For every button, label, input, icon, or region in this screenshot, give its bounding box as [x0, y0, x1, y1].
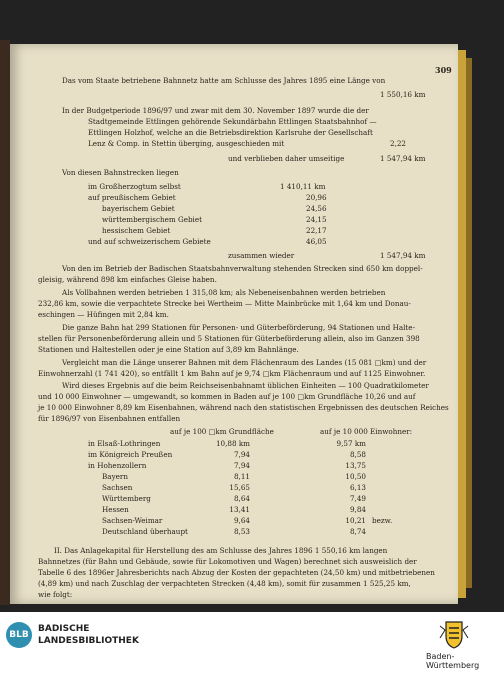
comparison-region: Hessen [102, 505, 129, 514]
comparison-area: 13,41 [229, 505, 250, 514]
length-region: württembergischem Gebiet [102, 215, 202, 224]
comparison-pop: 8,58 [349, 450, 366, 459]
text-line: für 1896/97 von Eisenbahnen entfallen [38, 414, 181, 423]
text-line: Das vom Staate betriebene Bahnnetz hatte am Schlusse des Jahres 1895 eine Länge von [62, 76, 386, 85]
length-value: 22,17 [306, 226, 327, 235]
text-line: gleisig, während 898 km einfaches Gleise haben. [38, 275, 217, 284]
text-line: 232,86 km, sowie die verpachtete Strecke bei Wertheim — Mitte Mainbrücke mit 1,64 km und Donau- [38, 299, 411, 308]
comparison-area: 8,53 [233, 527, 250, 536]
comparison-pop: 8,74 [349, 527, 366, 536]
comparison-area: 9,64 [233, 516, 250, 525]
text-line: Die ganze Bahn hat 299 Stationen für Personen- und Güterbeförderung, 94 Stationen und Halte- [62, 323, 415, 332]
column-header: auf je 100 □km Grundfläche [170, 427, 274, 436]
length-value: 24,56 [306, 204, 327, 213]
book-page [10, 44, 458, 604]
length-region: bayerischem Gebiet [102, 204, 175, 213]
comparison-area: 7,94 [233, 450, 250, 459]
book-cover-edge [458, 50, 466, 598]
text-line: je 10 000 Einwohner 8,89 km Eisenbahnen, während nach den statistischen Ergebnissen des deutschen Reiches [38, 403, 449, 412]
text-line: und 10 000 Einwohner — umgewandt, so kommen in Baden auf je 100 □km Grundfläche 10,26 und auf [38, 392, 416, 401]
comparison-region: Sachsen [102, 483, 133, 492]
blb-logo[interactable]: BLB [6, 622, 32, 648]
text-line: zusammen wieder [228, 251, 295, 260]
length-region: auf preußischem Gebiet [88, 193, 176, 202]
bw-crest-icon [436, 618, 472, 650]
comparison-region: Bayern [102, 472, 128, 481]
text-line: und verblieben daher umseitige [228, 154, 345, 163]
text-line: Von diesen Bahnstrecken liegen [62, 168, 179, 177]
footer-bar [0, 612, 504, 675]
comparison-region: Deutschland überhaupt [102, 527, 188, 536]
text-line: In der Budgetperiode 1896/97 und zwar mit dem 30. November 1897 wurde die der [62, 106, 369, 115]
comparison-area: 8,64 [233, 494, 250, 503]
text-line: Vergleicht man die Länge unserer Bahnen mit dem Flächenraum des Landes (15 081 □km) und der [62, 358, 427, 367]
text-line: (4,89 km) und nach Zuschlag der verpachteten Strecken (4,48 km), somit für zusammen 1 525,25 km, [38, 579, 411, 588]
text-line: eschingen — Hüfingen mit 2,84 km. [38, 310, 169, 319]
text-line: Wird dieses Ergebnis auf die beim Reichseisenbahnamt üblichen Einheiten — 100 Quadratkilometer [62, 381, 429, 390]
length-value: 20,96 [306, 193, 327, 202]
comparison-area: 8,11 [233, 472, 250, 481]
comparison-area: 10,88 km [215, 439, 250, 448]
comparison-region: Württemberg [102, 494, 151, 503]
comparison-pop: 7,49 [349, 494, 366, 503]
bw-label: Baden-Württemberg [426, 652, 480, 670]
text-line: stellen für Personenbeförderung allein und 5 Stationen für Güterbeförderung allein, also im Ganzen 398 [38, 334, 420, 343]
comparison-region: im Königreich Preußen [88, 450, 173, 459]
page-number: 309 [435, 65, 452, 75]
text-line: Stadtgemeinde Ettlingen gehörende Sekundärbahn Ettlingen Staatsbahnhof — [88, 117, 377, 126]
text-line: Tabelle 6 des 1896er Jahresberichts nach Abzug der Kosten der gepachteten (24,50 km) und mitbetriebenen [38, 568, 435, 577]
text-value: 2,22 [390, 139, 407, 148]
text-line: Einwohnerzahl (1 741 420), so entfällt 1 km Bahn auf je 9,74 □km Flächenraum und auf 1125 Einwohner. [38, 369, 426, 378]
comparison-region: in Hohenzollern [88, 461, 147, 470]
text-value: 1 550,16 km [380, 90, 426, 99]
comparison-area: 15,65 [229, 483, 250, 492]
length-region: hessischem Gebiet [102, 226, 171, 235]
text-line: Bahnnetzes (für Bahn und Gebäude, sowie für Lokomotiven und Wagen) berechnet sich ausweislich der [38, 557, 417, 566]
length-region: und auf schweizerischem Gebiete [88, 237, 211, 246]
comparison-region: Sachsen-Weimar [102, 516, 163, 525]
blb-name-line1: BADISCHE [38, 624, 90, 634]
comparison-region: in Elsaß-Lothringen [88, 439, 161, 448]
comparison-pop: 9,57 km [336, 439, 366, 448]
length-value: 24,15 [306, 215, 327, 224]
comparison-pop: 6,13 [349, 483, 366, 492]
comparison-area: 7,94 [233, 461, 250, 470]
blb-name-line2: LANDESBIBLIOTHEK [38, 636, 139, 646]
length-region: im Großherzogtum selbst [88, 182, 181, 191]
length-value: 1 410,11 km [280, 182, 326, 191]
comparison-pop: 10,21 [345, 516, 366, 525]
text-line: Von den im Betrieb der Badischen Staatsbahnverwaltung stehenden Strecken sind 650 km doppel- [62, 264, 423, 273]
comparison-pop: 10,50 [345, 472, 366, 481]
column-header: auf je 10 000 Einwohner: [320, 427, 413, 436]
text-line: Stationen und Haltestellen oder je eine Station auf 3,89 km Bahnlänge. [38, 345, 299, 354]
book-cover-edge [466, 58, 472, 588]
comparison-pop: 9,84 [349, 505, 366, 514]
text-value: 1 547,94 km [380, 154, 426, 163]
comparison-pop: 13,75 [345, 461, 366, 470]
book-spine-edge [0, 40, 10, 605]
comparison-note: bezw. [372, 516, 393, 525]
text-line: wie folgt: [38, 590, 73, 599]
text-line: II. Das Anlagekapital für Herstellung des am Schlusse des Jahres 1896 1 550,16 km langen [54, 546, 388, 555]
text-line: Lenz & Comp. in Stettin überging, ausgeschieden mit [88, 139, 285, 148]
text-value: 1 547,94 km [380, 251, 426, 260]
text-line: Ettlingen Holzhof, welche an die Betriebsdirektion Karlsruhe der Gesellschaft [88, 128, 373, 137]
text-line: Als Vollbahnen werden betrieben 1 315,08 km; als Nebeneisenbahnen werden betrieben [62, 288, 386, 297]
length-value: 46,05 [306, 237, 327, 246]
